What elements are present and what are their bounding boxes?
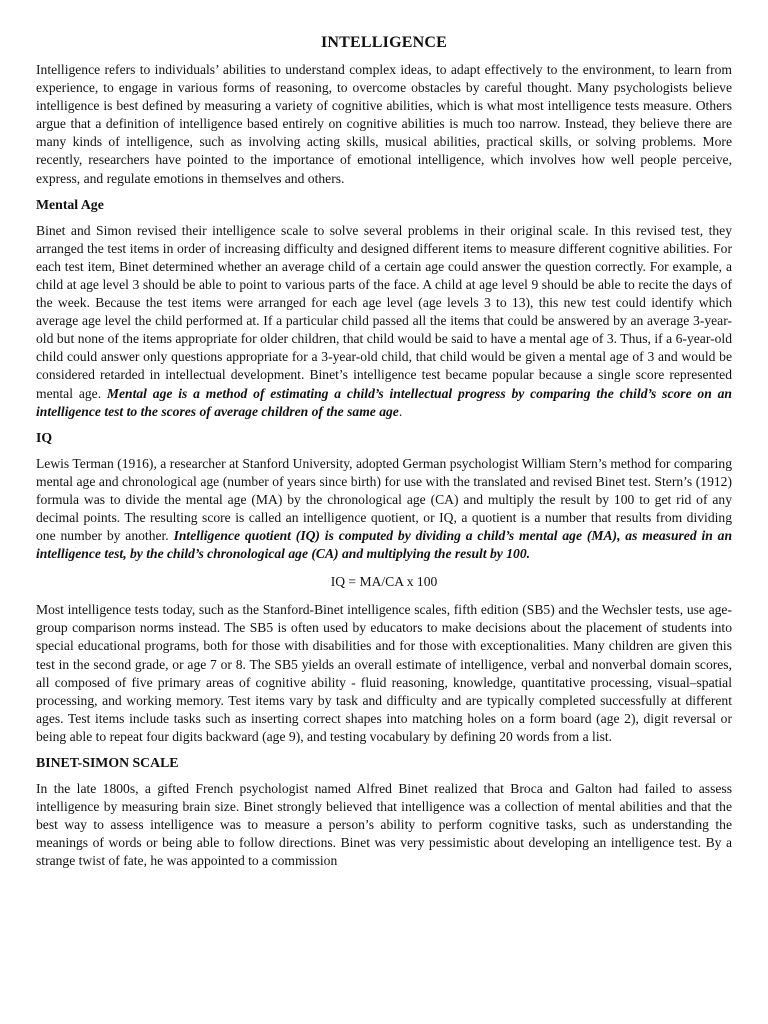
mental-age-definition-end: . (398, 403, 403, 419)
iq-body: Lewis Terman (1916), a researcher at Stanford University, adopted German psychologist William Stern’s method for comparing mental age and chronological age (number of years since birth) for use with the translated and revised Binet test. Stern’s (1912) formula was to divide the mental age (MA) by the chronological age (CA) and multiply the result by 100 to get rid of any decimal points. The resulting score is called an intelligence quotient, or IQ, a quotient is a number that results from dividing one number by another. (36, 455, 732, 544)
iq-definition: Intelligence quotient (IQ) is computed by dividing a child’s mental age (MA), as measured in an intelligence test, by the child’s chronological age (CA) and multiplying the result by 100. (36, 528, 733, 562)
intro-paragraph: Intelligence refers to individuals’ abilities to understand complex ideas, to adapt effectively to the environment, to learn from experience, to engage in various forms of reasoning, to overcome obstacles by careful thought. Many psychologists believe intelligence is best defined by measuring a variety of cognitive abilities, which is what most intelligence tests measure. Others argue that a definition of intelligence based entirely on cognitive abilities is much too narrow. Instead, they believe there are many kinds of intelligence, such as involving acting skills, musical abilities, practical skills, or solving problems. More recently, researchers have pointed to the importance of emotional intelligence, which involves how well people perceive, express, and regulate emotions in themselves and others. (36, 62, 732, 186)
mental-age-paragraph (36, 222, 732, 421)
iq-paragraph (36, 455, 732, 564)
binet-simon-heading: BINET-SIMON SCALE (36, 755, 179, 770)
mental-age-definition: Mental age is a method of estimating a child’s intellectual progress by comparing the child’s score on an intelligence test to the scores of average children of the same age (36, 385, 732, 419)
mental-age-heading: Mental Age (36, 196, 104, 212)
mental-age-body: Binet and Simon revised their intelligence scale to solve several problems in their original scale. In this revised test, they arranged the test items in order of increasing difficulty and designed different items to measure different cognitive abilities. For each test item, Binet determined whether an average child of a certain age could answer the question correctly. For example, a child at age level 3 should be able to point to various parts of the face. A child at age level 9 should be able to recite the days of the week. Because the test items were arranged for each age level (age levels 3 to 13), this new test could identify which average age level the child performed at. If a particular child passed all the items that could be answered by an average 3-year-old but none of the items appropriate for older children, that child would be said to have a mental age of 3. Thus, if a 6-year-old child could answer only questions appropriate for a 3-year-old child, that child would be given a mental age of 3 and would be considered retarded in intellectual development. Binet’s intelligence test became popular because a single score represented mental age. (36, 222, 732, 401)
binet-simon-paragraph: In the late 1800s, a gifted French psychologist named Alfred Binet realized that Broca and Galton had failed to assess intelligence by measuring brain size. Binet strongly believed that intelligence was a collection of mental abilities and that the best way to assess intelligence was to measure a person’s ability to perform cognitive tasks, such as understanding the meanings of words or being able to follow directions. Binet was very pessimistic about developing an intelligence test. By a strange twist of fate, he was appointed to a commission (36, 781, 732, 869)
iq-paragraph-2: Most intelligence tests today, such as the Stanford-Binet intelligence scales, fifth edition (SB5) and the Wechsler tests, use age-group comparison norms instead. The SB5 is often used by educators to make decisions about the placement of students into special educational programs, both for those with disabilities and for those with exceptionalities. Many children are given this test in the second grade, or age 7 or 8. The SB5 yields an overall estimate of intelligence, verbal and nonverbal domain scores, all composed of five primary areas of cognitive ability - fluid reasoning, knowledge, quantitative processing, visual–spatial processing, and working memory. Test items vary by task and difficulty and are typically completed successfully at different ages. Test items include tasks such as inserting correct shapes into matching holes on a form board (age 2), digit reversal or being able to repeat four digits backward (age 9), and testing vocabulary by defining 20 words from a list. (36, 602, 732, 744)
iq-heading: IQ (36, 429, 53, 445)
iq-formula: IQ = MA/CA x 100 (330, 574, 438, 590)
document-title: INTELLIGENCE (321, 34, 447, 51)
